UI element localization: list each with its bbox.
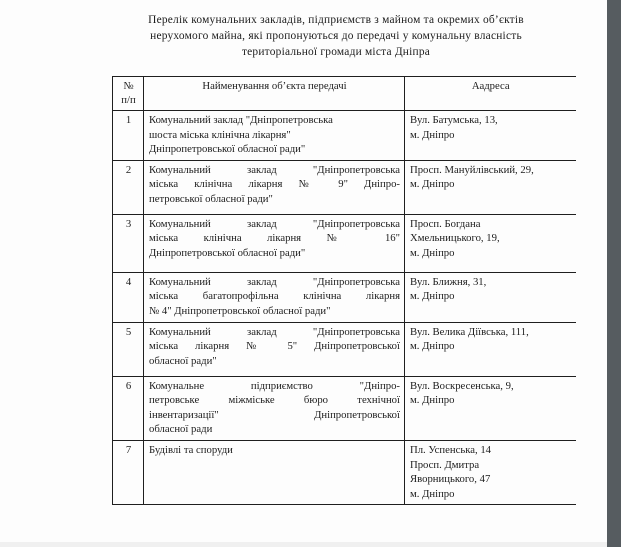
cell-row-number: 6 (113, 376, 144, 440)
table-row (113, 111, 576, 161)
cell-address (405, 376, 576, 440)
address-line-4: м. Дніпро (410, 487, 455, 500)
address-line-1: Вул. Батумська, 13, (410, 114, 498, 126)
table-row (113, 376, 576, 440)
cell-address (405, 440, 576, 504)
table-body (113, 111, 576, 505)
cell-object-name (144, 376, 405, 440)
address-line-2: м. Дніпро (410, 340, 455, 353)
object-name-line-1: Комунальний заклад "Дніпропетровська (149, 325, 400, 338)
address-line-2: м. Дніпро (410, 394, 455, 407)
address-line-2: м. Дніпро (410, 128, 455, 141)
property-transfer-table (112, 76, 576, 505)
column-header-address: Аадреса (405, 77, 576, 111)
cell-object-name (144, 440, 405, 504)
object-name-line-2: міська лікарня № 5" Дніпропетровської (149, 340, 400, 353)
address-line-3: м. Дніпро (410, 246, 455, 259)
cell-address (405, 272, 576, 322)
page-title-line-2: нерухомого майна, які пропонуються до передачі у комунальну власність (150, 30, 522, 43)
object-name-line-1: Комунальний заклад "Дніпропетровська (149, 217, 400, 230)
table-row (113, 214, 576, 272)
object-name-line-1: Комунальний заклад "Дніпропетровська (149, 275, 400, 288)
object-name-line-3: № 4" Дніпропетровської обласної ради" (149, 304, 331, 317)
column-header-object-name: Найменування об’єкта передачі (144, 77, 405, 111)
scan-bottom-edge (0, 542, 607, 547)
right-edge-band (607, 0, 621, 547)
object-name-line-3: Дніпропетровської обласної ради" (149, 246, 306, 259)
address-line-1: Вул. Велика Дiївська, 111, (410, 325, 529, 338)
cell-row-number: 7 (113, 440, 144, 504)
object-name-line-3: петровської обласної ради" (149, 192, 273, 205)
address-line-1: Вул. Ближня, 31, (410, 275, 487, 288)
address-line-1: Просп. Мануйлівський, 29, (410, 163, 534, 176)
column-header-number (113, 77, 144, 111)
column-header-number-line1: № (123, 80, 134, 92)
cell-object-name (144, 111, 405, 161)
object-name-line-2: шоста міська клінічна лікарня" (149, 128, 291, 141)
cell-address (405, 322, 576, 376)
cell-address (405, 214, 576, 272)
page-title-line-3: територіальної громади міста Дніпра (241, 46, 431, 59)
object-name-line-1: Комунальний заклад "Дніпропетровська (149, 114, 333, 126)
table-header (113, 77, 576, 111)
object-name-line-2: міська клінічна лікарня № 9" Дніпро- (149, 178, 400, 191)
object-name-line-4: обласної ради (149, 423, 213, 436)
page-title-line-1: Перелік комунальних закладів, підприємств з майном та окремих об’єктів (148, 14, 524, 26)
cell-row-number: 3 (113, 214, 144, 272)
cell-object-name (144, 160, 405, 214)
object-name-line-1: Комунальне підприємство "Дніпро- (149, 379, 400, 392)
object-name-line-1: Комунальний заклад "Дніпропетровська (149, 163, 400, 176)
cell-object-name (144, 272, 405, 322)
object-name-line-3: обласної ради" (149, 354, 217, 367)
address-line-2: м. Дніпро (410, 290, 455, 303)
table-row (113, 272, 576, 322)
address-line-1: Просп. Богдана (410, 217, 481, 230)
table-row (113, 322, 576, 376)
cell-object-name (144, 214, 405, 272)
cell-row-number: 2 (113, 160, 144, 214)
table-row (113, 440, 576, 504)
address-line-3: Яворницького, 47 (410, 473, 491, 486)
table-header-row (113, 77, 576, 111)
table-row (113, 160, 576, 214)
object-name-line-1: Будівлі та споруди (149, 443, 233, 456)
object-name-line-2: петровське міжміське бюро технічної (149, 394, 400, 407)
cell-row-number: 4 (113, 272, 144, 322)
cell-address (405, 111, 576, 161)
address-line-2: м. Дніпро (410, 178, 455, 191)
cell-object-name (144, 322, 405, 376)
address-line-2: Хмельницького, 19, (410, 232, 500, 245)
address-line-1: Пл. Успенська, 14 (410, 443, 492, 456)
address-line-2: Просп. Дмитра (410, 458, 480, 471)
column-header-number-line2: п/п (121, 94, 136, 106)
address-line-1: Вул. Воскресенська, 9, (410, 379, 514, 392)
object-name-line-2: міська клінічна лікарня № 16" (149, 232, 400, 245)
object-name-line-2: міська багатопрофільна клінічна лікарня (149, 290, 400, 303)
page-title (108, 12, 564, 61)
object-name-line-3: інвентаризації" Дніпропетровської (149, 408, 400, 421)
cell-address (405, 160, 576, 214)
object-name-line-3: Дніпропетровської обласної ради" (149, 143, 306, 156)
cell-row-number: 1 (113, 111, 144, 161)
cell-row-number: 5 (113, 322, 144, 376)
